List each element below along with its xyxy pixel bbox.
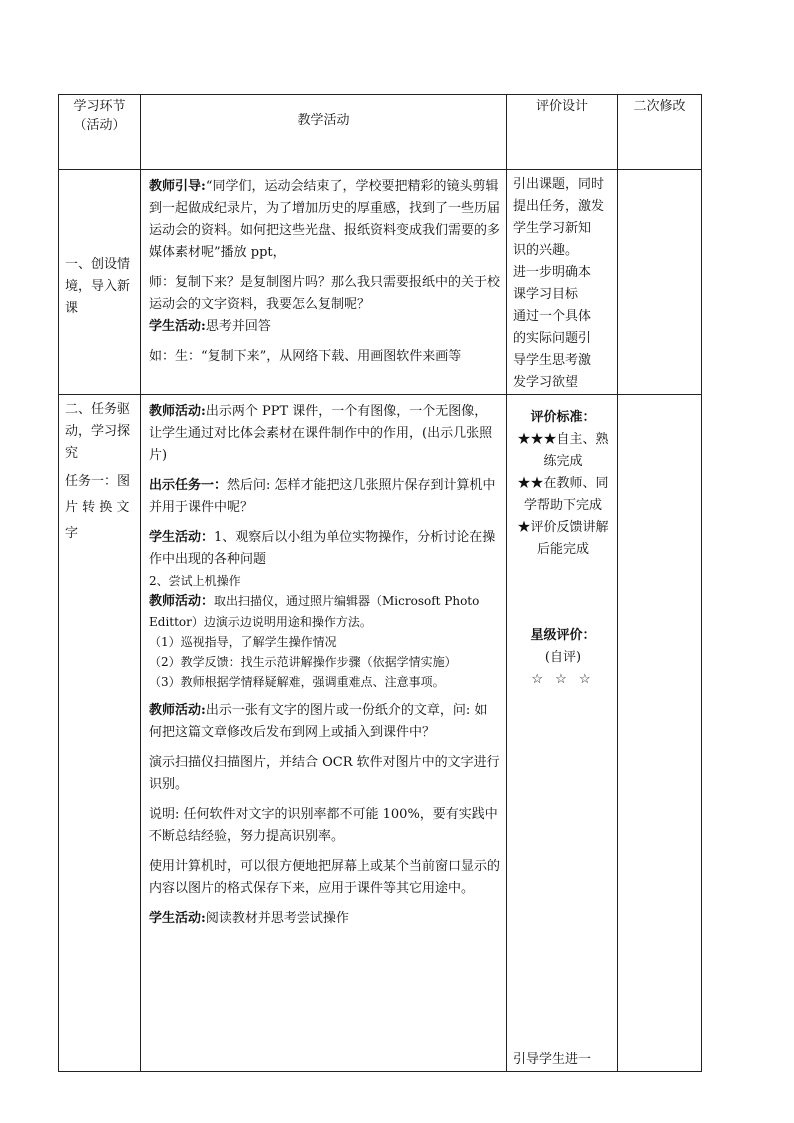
star-rating-icon: ☆ ☆ ☆ — [531, 672, 595, 687]
eval-line: 通过一个具体 — [513, 309, 592, 324]
activity-text: 思考并回答 — [205, 319, 271, 334]
eval-line: 课学习目标 — [513, 287, 579, 302]
stage-line: 课 — [65, 301, 79, 316]
header-revision: 二次修改 — [618, 95, 702, 170]
activity-paragraph: 演示扫描仪扫描图片，并结合 OCR 软件对图片中的文字进行识别。 — [149, 755, 500, 792]
header-activity: 教学活动 — [141, 95, 507, 170]
activity-paragraph: 师：复制下来？是复制图片吗？那么我只需要报纸中的关于校运动会的文字资料，我要怎么复制呢？ — [149, 275, 501, 312]
activity-paragraph — [149, 908, 500, 930]
lesson-plan-table — [58, 94, 702, 1072]
stage-line: 动，学习探 — [65, 424, 131, 439]
evaluation-cell — [507, 395, 618, 1072]
activity-paragraph: 2、尝试上机操作 — [149, 574, 241, 588]
stage-line: 一、创设情 — [65, 257, 131, 272]
stage-line: 境，导入新 — [65, 279, 131, 294]
stage-cell — [59, 395, 141, 1072]
eval-line: 发学习欲望 — [513, 375, 579, 390]
activity-paragraph — [149, 591, 500, 632]
eval-line: 引导学生进一 — [513, 1052, 592, 1067]
stage-line: 片 转 换 文 — [65, 500, 130, 515]
activity-paragraph — [149, 316, 500, 338]
evaluation-cell — [507, 170, 618, 395]
activity-label: 教师活动: — [149, 703, 206, 718]
eval-line: 引出课题，同时 — [513, 177, 605, 192]
stage-line: 二、任务驱 — [65, 402, 131, 417]
table-row — [59, 395, 702, 1072]
eval-line: ★★★自主、熟 — [517, 432, 609, 447]
table-header-row — [59, 95, 702, 170]
eval-line: 学帮助下完成 — [523, 498, 602, 513]
activity-text: 出示两个 PPT 课件，一个有图像，一个无图像，让学生通过对比体会素材在课件制作中的作用，(出示几张照片) — [149, 404, 493, 463]
activity-label: 教师活动： — [149, 594, 215, 609]
activity-list-item: （1）巡视指导，了解学生操作情况 — [149, 635, 337, 649]
eval-line: 后能完成 — [536, 542, 589, 557]
activity-text: 1、观察后以小组为单位实物操作，分析讨论在操作中出现的各种问题 — [149, 530, 496, 567]
eval-line: 识的兴趣。 — [513, 243, 579, 258]
star-rating-heading: 星级评价： — [530, 628, 596, 643]
activity-paragraph — [149, 700, 500, 744]
activity-text: 然后问: 怎样才能把这几张照片保存到计算机中并用于课件中呢？ — [149, 478, 496, 515]
evaluation-text — [507, 170, 617, 394]
activity-paragraph: 使用计算机时，可以很方便地把屏幕上或某个当前窗口显示的内容以图片的格式保存下来，应用于课件等其它用途中。 — [149, 859, 501, 896]
evaluation-criteria-heading: 评价标准： — [530, 410, 596, 425]
activity-paragraph — [149, 527, 500, 571]
header-evaluation: 评价设计 — [507, 95, 618, 170]
activity-paragraph — [149, 176, 500, 264]
header-stage-line1: 学习环节 — [73, 99, 126, 114]
activity-text: 取出扫描仪，通过照片编辑器（Microsoft Photo Edittor）边演示边说明用途和操作方法。 — [149, 594, 480, 629]
eval-line: 进一步明确本 — [513, 265, 592, 280]
activity-label: 教师活动: — [149, 404, 206, 419]
activity-cell — [141, 395, 507, 1072]
self-evaluation-label: (自评) — [544, 650, 582, 665]
revision-cell — [618, 170, 702, 395]
activity-list-item: （3）教师根据学情释疑解难，强调重难点、注意事项。 — [149, 675, 445, 689]
table-row — [59, 170, 702, 395]
eval-line: 练完成 — [543, 454, 583, 469]
activity-label: 学生活动: — [149, 319, 206, 334]
eval-line: 提出任务，激发 — [513, 199, 605, 214]
activity-paragraph: 如：生：“复制下来”，从网络下载、用画图软件来画等 — [149, 349, 462, 364]
stage-line: 字 — [65, 526, 79, 541]
activity-paragraph — [149, 475, 500, 519]
activity-label: 教师引导: — [149, 179, 206, 194]
eval-line: 学生学习新知 — [513, 221, 592, 236]
activity-paragraph: 说明: 任何软件对文字的识别率都不可能 100%，要有实践中不断总结经验，努力提高识别率。 — [149, 807, 498, 844]
eval-line: ★评价反馈讲解 — [517, 520, 609, 535]
eval-line: 导学生思考激 — [513, 353, 592, 368]
activity-cell — [141, 170, 507, 395]
activity-text: “同学们，运动会结束了，学校要把精彩的镜头剪辑到一起做成纪录片，为了增加历史的厚重感，找到了一些历届运动会的资料。如何把这些光盘、报纸资料变成我们需要的多媒体素材呢”播放 ppt， — [149, 179, 501, 260]
revision-cell — [618, 395, 702, 1072]
eval-line: ★★在教师、同 — [517, 476, 609, 491]
activity-label: 学生活动: — [149, 911, 206, 926]
activity-label: 学生活动： — [149, 530, 215, 545]
stage-line: 究 — [65, 446, 79, 461]
stage-line: 任务一：图 — [65, 474, 131, 489]
activity-text: 出示一张有文字的图片或一份纸介的文章，问: 如何把这篇文章修改后发布到网上或插入到课件中？ — [149, 703, 488, 740]
stage-cell — [59, 170, 141, 395]
eval-line: 的实际问题引 — [513, 331, 592, 346]
header-stage-line2: （活动） — [73, 118, 126, 133]
activity-paragraph — [149, 401, 500, 467]
activity-list-item: （2）教学反馈：找生示范讲解操作步骤（依据学情实施） — [149, 655, 457, 669]
header-stage — [59, 95, 141, 170]
activity-text: 阅读教材并思考尝试操作 — [205, 911, 349, 926]
activity-label: 出示任务一： — [149, 478, 228, 493]
